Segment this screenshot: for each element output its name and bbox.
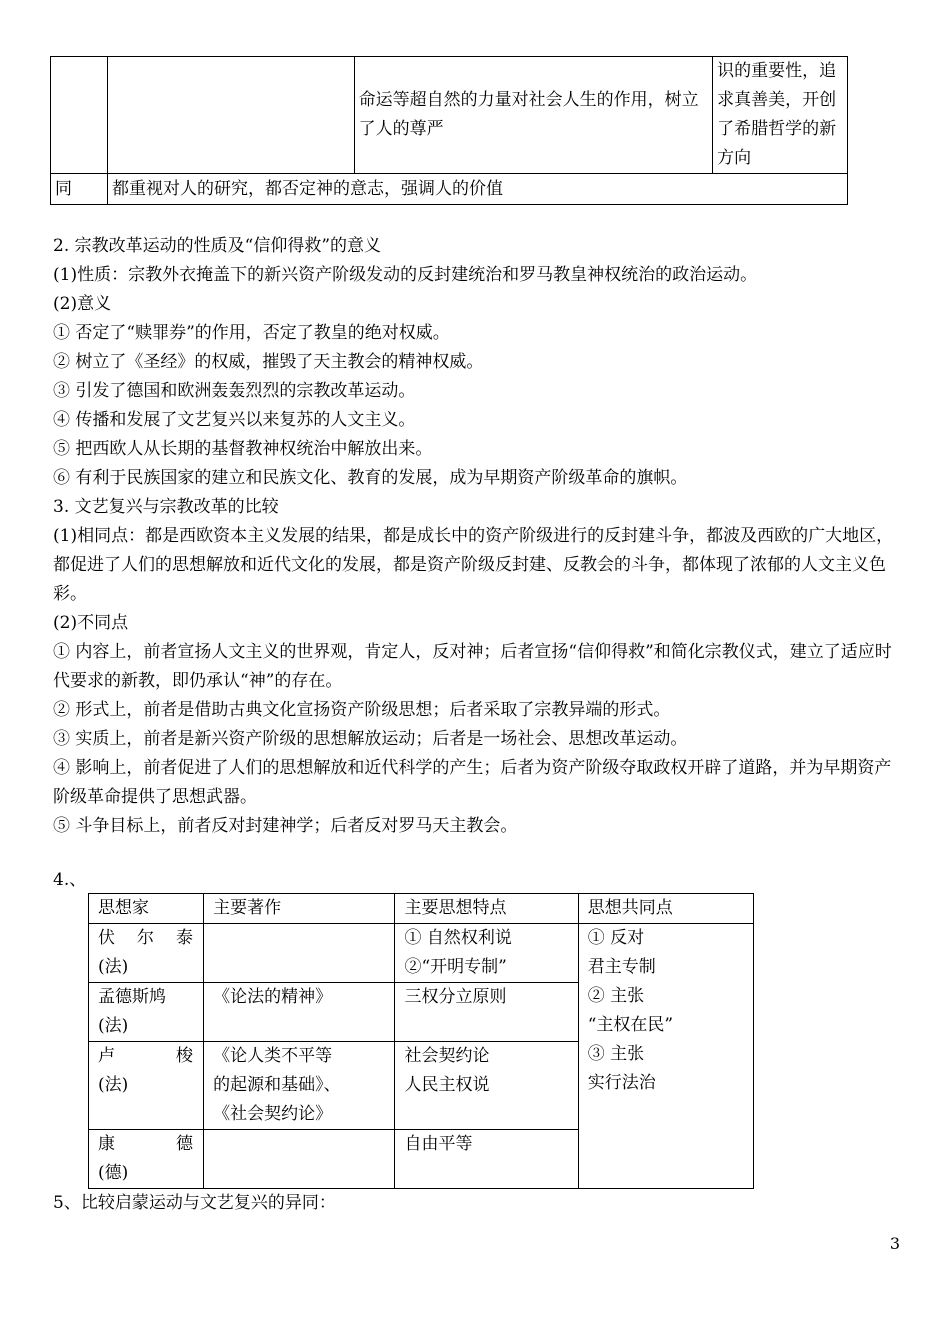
table-cell: 都重视对人的研究，都否定神的意志，强调人的价值 [107, 174, 847, 205]
thinker-name: 康 德 (德) [89, 1130, 204, 1189]
table-row [51, 174, 848, 205]
table-cell [107, 57, 354, 174]
thinker-works [204, 924, 395, 983]
table-row [51, 57, 848, 174]
table-cell [51, 57, 108, 174]
thinker-works [204, 1130, 395, 1189]
paragraph: (1)相同点：都是西欧资本主义发展的结果，都是成长中的资产阶级进行的反封建斗争，都波及西欧的广大地区，都促进了人们的思想解放和近代文化的发展，都是资产阶级反封建、反教会的斗争，都体现了浓郁的人文主义色彩。 [53, 526, 894, 604]
list-item: ④ 影响上，前者促进了人们的思想解放和近代科学的产生；后者为资产阶级夺取政权开辟了道路，并为早期资产阶级革命提供了思想武器。 [53, 758, 892, 807]
section-heading: 2. 宗教改革运动的性质及“信仰得救”的意义 [53, 236, 382, 256]
list-item: ③ 实质上，前者是新兴资产阶级的思想解放运动；后者是一场社会、思想改革运动。 [53, 729, 688, 749]
section-heading: 5、比较启蒙运动与文艺复兴的异同： [53, 1193, 336, 1213]
table-cell: 命运等超自然的力量对社会人生的作用，树立了人的尊严 [354, 57, 713, 174]
list-item: ④ 传播和发展了文艺复兴以来复苏的人文主义。 [53, 410, 416, 430]
table-row [89, 924, 754, 983]
list-item: ① 否定了“赎罪券”的作用，否定了教皇的绝对权威。 [53, 323, 450, 343]
thinker-works: 《论法的精神》 [204, 983, 395, 1042]
table-cell: 识的重要性，追求真善美，开创了希腊哲学的新方向 [713, 57, 848, 174]
thinker-features: ① 自然权利说 ②“开明专制” [395, 924, 578, 983]
list-item: ⑤ 斗争目标上，前者反对封建神学；后者反对罗马天主教会。 [53, 816, 518, 836]
common-points: ① 反对 君主专制 ② 主张 “主权在民” ③ 主张 实行法治 [578, 924, 753, 1189]
sub-heading: (2)意义 [53, 294, 112, 314]
list-item: ⑤ 把西欧人从长期的基督教神权统治中解放出来。 [53, 439, 433, 459]
page-number: 3 [889, 1234, 900, 1253]
sub-heading: (2)不同点 [53, 613, 129, 633]
thinker-name: 孟德斯鸠 (法) [89, 983, 204, 1042]
thinker-features: 社会契约论 人民主权说 [395, 1042, 578, 1130]
column-header: 思想家 [89, 894, 204, 924]
list-item: ③ 引发了德国和欧洲轰轰烈烈的宗教改革运动。 [53, 381, 416, 401]
thinker-works: 《论人类不平等 的起源和基础》、 《社会契约论》 [204, 1042, 395, 1130]
thinkers-table [88, 893, 754, 1189]
column-header: 主要思想特点 [395, 894, 578, 924]
thinker-name: 卢 梭 (法) [89, 1042, 204, 1130]
table-cell-label: 同 [51, 174, 108, 205]
list-item: ② 树立了《圣经》的权威，摧毁了天主教会的精神权威。 [53, 352, 484, 372]
list-item: ② 形式上，前者是借助古典文化宣扬资产阶级思想；后者采取了宗教异端的形式。 [53, 700, 671, 720]
thinker-features: 三权分立原则 [395, 983, 578, 1042]
thinker-features: 自由平等 [395, 1130, 578, 1189]
section-heading: 3. 文艺复兴与宗教改革的比较 [53, 497, 279, 517]
thinker-name: 伏 尔 泰 (法) [89, 924, 204, 983]
paragraph: (1)性质：宗教外衣掩盖下的新兴资产阶级发动的反封建统治和罗马教皇神权统治的政治运动。 [53, 265, 758, 285]
column-header: 思想共同点 [578, 894, 753, 924]
comparison-table-continuation [50, 56, 848, 205]
list-item: ⑥ 有利于民族国家的建立和民族文化、教育的发展，成为早期资产阶级革命的旗帜。 [53, 468, 688, 488]
section-heading: 4.、 [53, 870, 87, 890]
list-item: ① 内容上，前者宣扬人文主义的世界观，肯定人，反对神；后者宣扬“信仰得救”和简化宗教仪式，建立了适应时代要求的新教，即仍承认“神”的存在。 [53, 642, 892, 691]
table-header-row [89, 894, 754, 924]
column-header: 主要著作 [204, 894, 395, 924]
